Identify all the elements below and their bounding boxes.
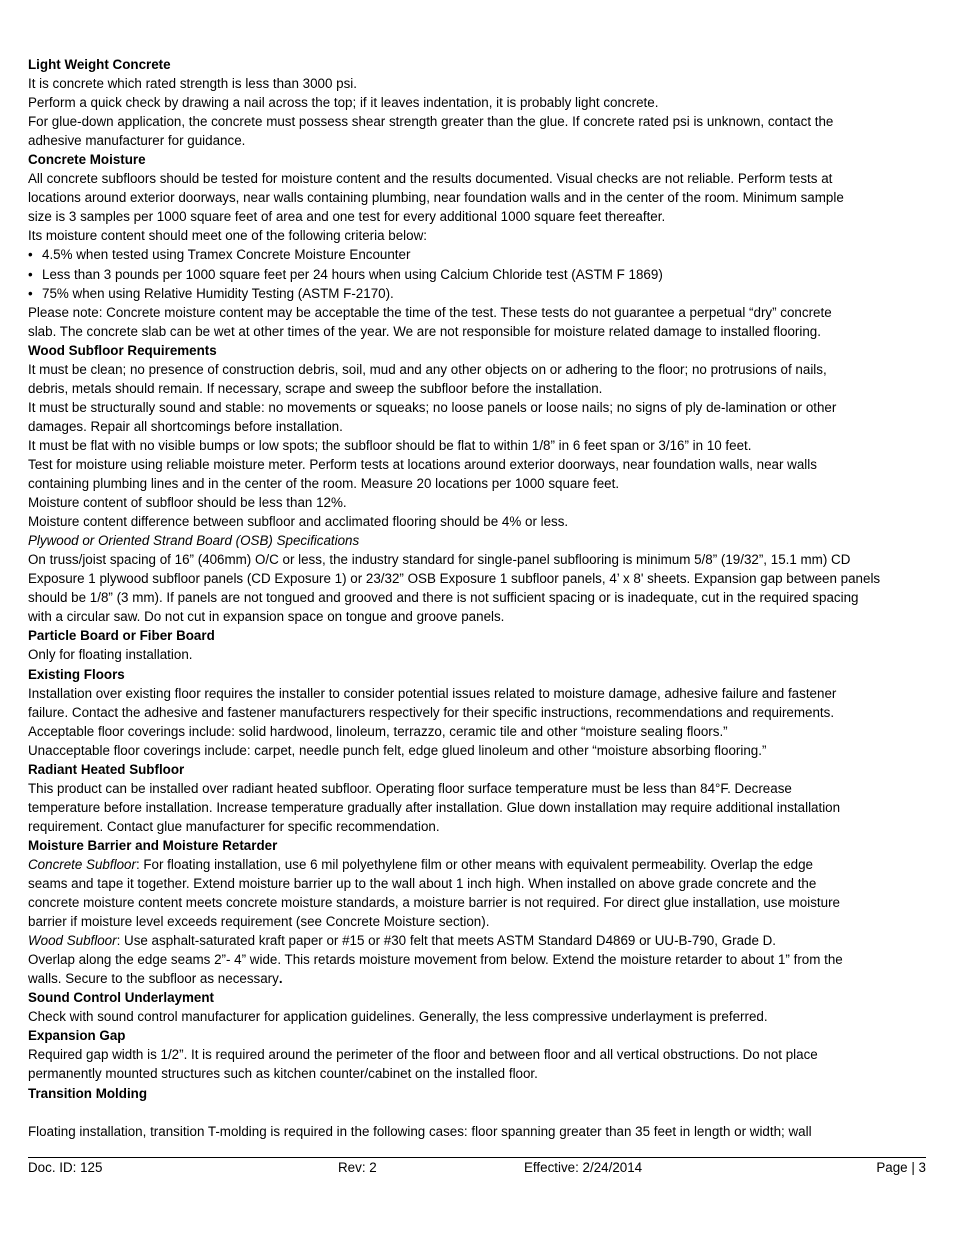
bullet-text: Less than 3 pounds per 1000 square feet per 24 hours when using Calcium Chloride test (ASTM F 1869): [42, 266, 663, 282]
paragraph-line: barrier if moisture level exceeds requirement (see Concrete Moisture section).: [28, 914, 490, 930]
paragraph-line: Only for floating installation.: [28, 647, 193, 663]
paragraph-line: Its moisture content should meet one of the following criteria below:: [28, 228, 427, 244]
paragraph-line: requirement. Contact glue manufacturer for specific recommendation.: [28, 818, 440, 834]
bullet-icon: •: [28, 266, 33, 282]
paragraph-line: containing plumbing lines and in the center of the room. Measure 20 locations per 1000 square feet.: [28, 476, 620, 492]
subsection-heading: Plywood or Oriented Strand Board (OSB) Specifications: [28, 533, 360, 549]
paragraph-line: For glue-down application, the concrete must possess shear strength greater than the glue. If concrete rated psi is unknown, contact the: [28, 114, 834, 130]
document-body: [28, 55, 928, 1141]
paragraph-line: Acceptable floor coverings include: solid hardwood, linoleum, terrazzo, ceramic tile and other “moisture sealing floors.”: [28, 723, 728, 739]
paragraph-line: concrete moisture content meets concrete moisture standards, a moisture barrier is not required. For direct glue installation, use moisture: [28, 895, 840, 911]
paragraph-line: [28, 855, 928, 874]
paragraph-line: Required gap width is 1/2”. It is required around the perimeter of the floor and between floor and all vertical obstructions. Do not place: [28, 1047, 818, 1063]
paragraph-line: temperature before installation. Increase temperature gradually after installation. Glue down installation may require additional installation: [28, 799, 841, 815]
inline-label: Concrete Subfloor: [28, 856, 136, 872]
paragraph-line: It is concrete which rated strength is less than 3000 psi.: [28, 76, 357, 92]
bullet-item: [28, 284, 928, 303]
section-heading: Moisture Barrier and Moisture Retarder: [28, 837, 278, 853]
section-heading: Particle Board or Fiber Board: [28, 628, 215, 644]
footer-page-number: Page | 3: [876, 1160, 926, 1175]
paragraph-line: failure. Contact the adhesive and fastener manufacturers respectively for their specific instructions, recommendations and requirements.: [28, 704, 835, 720]
paragraph-line: size is 3 samples per 1000 square feet of area and one test for every additional 1000 square feet thereafter.: [28, 209, 666, 225]
paragraph-line: It must be clean; no presence of construction debris, soil, mud and any other objects on or adhering to the floor; no protrusions of nails,: [28, 361, 827, 377]
paragraph-line: Floating installation, transition T-molding is required in the following cases: floor spanning greater than 35 feet in length or width; wall: [28, 1123, 812, 1139]
paragraph-line: Installation over existing floor requires the installer to consider potential issues related to moisture damage, adhesive failure and fastener: [28, 685, 837, 701]
section-heading: Light Weight Concrete: [28, 57, 171, 72]
inline-text: walls. Secure to the subfloor as necessary: [28, 971, 279, 987]
paragraph-line: with a circular saw. Do not cut in expansion space on tongue and groove panels.: [28, 609, 505, 625]
paragraph-line: Please note: Concrete moisture content may be acceptable the time of the test. These tests do not guarantee a perpetual “dry” concrete: [28, 304, 832, 320]
paragraph-line: Unacceptable floor coverings include: carpet, needle punch felt, edge glued linoleum and other “moisture absorbing flooring.”: [28, 742, 767, 758]
page-footer: [28, 1160, 926, 1180]
inline-text: : Use asphalt-saturated kraft paper or #15 or #30 felt that meets ASTM Standard D4869 or UU-B-790, Grade D.: [116, 933, 777, 949]
section-heading: Transition Molding: [28, 1085, 148, 1101]
footer-divider: [28, 1157, 926, 1158]
paragraph-line: It must be structurally sound and stable: no movements or squeaks; no loose panels or loose nails; no signs of ply de-lamination or other: [28, 399, 837, 415]
section-heading: Expansion Gap: [28, 1028, 126, 1044]
paragraph-line: Moisture content difference between subfloor and acclimated flooring should be 4% or less.: [28, 514, 569, 530]
paragraph-line: This product can be installed over radiant heated subfloor. Operating floor surface temperature must be less than 84°F. Decrease: [28, 780, 792, 796]
paragraph-line: Perform a quick check by drawing a nail across the top; if it leaves indentation, it is probably light concrete.: [28, 95, 659, 111]
bullet-icon: •: [28, 285, 33, 301]
bullet-text: 4.5% when tested using Tramex Concrete Moisture Encounter: [42, 247, 411, 263]
paragraph-line: seams and tape it together. Extend moisture barrier up to the wall about 1 inch high. When installed on above grade concrete and the: [28, 876, 817, 892]
paragraph-line: It must be flat with no visible bumps or low spots; the subfloor should be flat to within 1/8” in 6 feet span or 3/16” in 10 feet.: [28, 437, 752, 453]
paragraph-line: On truss/joist spacing of 16” (406mm) O/C or less, the industry standard for single-panel subflooring is minimum 5/8” (19/32”, 15.1 mm) CD: [28, 552, 851, 568]
inline-text: .: [278, 971, 283, 987]
paragraph-line: slab. The concrete slab can be wet at other times of the year. We are not responsible for moisture related damage to installed flooring.: [28, 323, 821, 339]
bullet-item: [28, 245, 928, 264]
paragraph-line: Moisture content of subfloor should be less than 12%.: [28, 495, 347, 511]
bullet-icon: •: [28, 247, 33, 263]
section-heading: Existing Floors: [28, 666, 125, 682]
paragraph-line: permanently mounted structures such as kitchen counter/cabinet on the installed floor.: [28, 1066, 538, 1082]
bullet-item: [28, 265, 928, 284]
footer-effective-date: Effective: 2/24/2014: [524, 1160, 643, 1175]
paragraph-line: All concrete subfloors should be tested for moisture content and the results documented. Visual checks are not reliable. Perform tests at: [28, 171, 833, 187]
footer-doc-id: Doc. ID: 125: [28, 1160, 103, 1175]
section-heading: Concrete Moisture: [28, 152, 146, 168]
section-heading: Sound Control Underlayment: [28, 990, 214, 1006]
paragraph-line: locations around exterior doorways, near walls containing plumbing, near foundation walls and in the center of the room. Minimum sample: [28, 190, 844, 206]
paragraph-line: should be 1/8” (3 mm). If panels are not tongued and grooved and there is not sufficient spacing or is inadequate, cut in the required spacing: [28, 590, 859, 606]
paragraph-line: adhesive manufacturer for guidance.: [28, 133, 246, 149]
paragraph-line: Overlap along the edge seams 2”- 4” wide. This retards moisture movement from below. Extend the moisture retarder to about 1” from the: [28, 952, 843, 968]
inline-label: Wood Subfloor: [28, 933, 117, 949]
paragraph-line: Check with sound control manufacturer for application guidelines. Generally, the less compressive underlayment is preferred.: [28, 1009, 768, 1025]
paragraph-line: Exposure 1 plywood subfloor panels (CD Exposure 1) or 23/32” OSB Exposure 1 subfloor panels, 4’ x 8' sheets. Expansion gap between panels: [28, 571, 881, 587]
section-heading: Radiant Heated Subfloor: [28, 761, 185, 777]
section-heading: Wood Subfloor Requirements: [28, 342, 217, 358]
paragraph-line: debris, metals should remain. If necessary, scrape and sweep the subfloor before the installation.: [28, 380, 603, 396]
bullet-text: 75% when using Relative Humidity Testing (ASTM F-2170).: [42, 285, 394, 301]
paragraph-line: [28, 931, 928, 950]
paragraph-line: Test for moisture using reliable moisture meter. Perform tests at locations around exterior doorways, near foundation walls, near walls: [28, 456, 817, 472]
footer-revision: Rev: 2: [338, 1160, 377, 1175]
paragraph-line: [28, 969, 928, 988]
paragraph-line: damages. Repair all shortcomings before installation.: [28, 418, 343, 434]
blank-line: [28, 1103, 928, 1122]
inline-text: : For floating installation, use 6 mil polyethylene film or other means with equivalent permeability. Overlap the edge: [135, 856, 814, 872]
